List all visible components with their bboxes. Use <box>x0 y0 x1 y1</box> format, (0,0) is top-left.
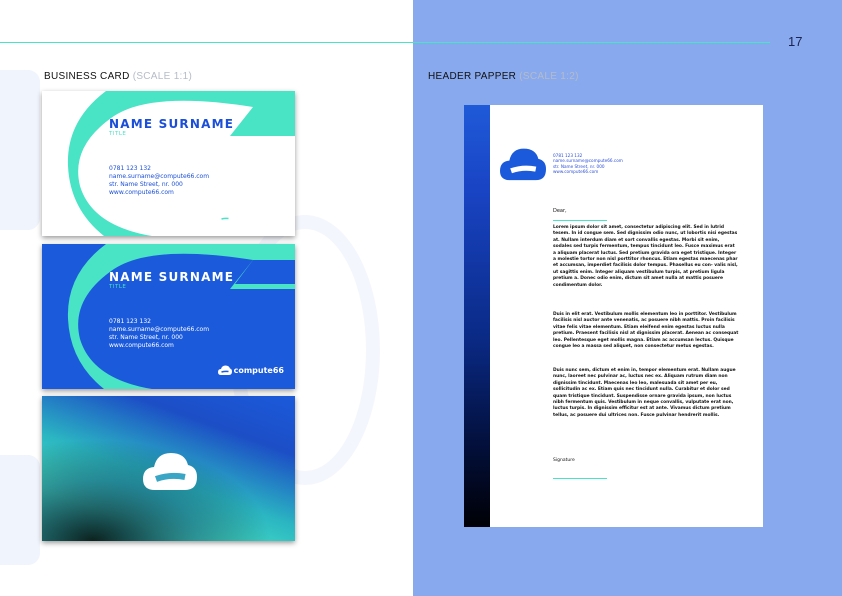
card-email: name.surname@compute66.com <box>109 326 210 333</box>
card-title: TITLE <box>109 284 127 290</box>
letterhead-contact <box>553 153 623 175</box>
greeting-underline <box>553 220 607 221</box>
card-title: TITLE <box>109 131 127 137</box>
card-address: str. Name Street, nr. 000 <box>109 334 183 341</box>
background-shape <box>0 455 40 565</box>
card-phone: 0781 123 132 <box>109 318 151 325</box>
cloud-logo-icon <box>218 365 232 375</box>
business-card-scale: (SCALE 1:1) <box>132 71 193 82</box>
business-card-heading <box>44 71 192 82</box>
letterhead-signature: Signature <box>553 458 575 463</box>
page-number: 17 <box>788 34 803 49</box>
header-rule <box>0 42 770 43</box>
letterhead-greeting: Dear, <box>553 208 567 214</box>
letterhead-phone: 0781 123 132 <box>553 153 583 158</box>
card-contact <box>109 165 209 197</box>
business-card-title: BUSINESS CARD <box>44 71 130 82</box>
letterhead-title: HEADER PAPPER <box>428 71 517 82</box>
letterhead-paragraph: Duis in elit erat. Vestibulum mollis elementum leo in porttitor. Vestibulum facilisis nisl auctor ante venenatis, ac posuere nibh mattis. Proin facilisis vitae felis vitae elementum. Etiam eleifend enim egestas luctus nulla pretium. Praesent facilisis nisl at dignissim placerat. Aenean ac consequat leo. Pellentesque eget mollis magna. Etiam ac accumsan lectus. Quisque congue leo a massa sed aliquet, non consectetur metus egestas. <box>553 312 739 350</box>
card-email: name.surname@compute66.com <box>109 173 210 180</box>
cloud-logo-icon <box>500 146 546 182</box>
card-address: str. Name Street, nr. 000 <box>109 181 183 188</box>
letterhead-page <box>464 105 763 527</box>
card-name: NAME SURNAME <box>109 117 235 131</box>
letterhead-website: www.compute66.com <box>553 169 599 175</box>
card-brand-logo <box>218 365 284 375</box>
letterhead-scale: (SCALE 1:2) <box>519 71 579 82</box>
cloud-logo-icon <box>218 212 232 222</box>
background-shape <box>0 70 40 230</box>
card-website: www.compute66.com <box>109 189 174 196</box>
card-name: NAME SURNAME <box>109 270 235 284</box>
signature-line <box>553 478 607 479</box>
business-card-back <box>42 396 295 541</box>
business-card-white <box>42 91 295 236</box>
letterhead-paragraph: Lorem ipsum dolor sit amet, consectetur adipiscing elit. Sed in lutrid tesem. In id congue sem. Sed dignissim odio nunc, ut lobortis nisi egestas at. Nullam interdum diam et sort convallis egestas. Morbi sit enim, sodales sed turpis fermentum, tempus tincidunt leo. Fusce maximus erat a aliquam placerat luctus. Sed pretium gravida ora eget tristique. Integer a molestie tortor non nisl porttitor rhoncus. Etiam egestas maecenas phar et accumsan, imperdiet facilisis dolor tempus. Phasellus eu con- valis nisl, ut sagittis enim. Integer aliquam vestibulum turpis, at pretium ligula pretium a. Donec odio enim, dictum sit amet nulla at mattis posuere condimentum dolor. <box>553 225 738 288</box>
card-brand-name: compute66 <box>233 365 284 375</box>
card-phone: 0781 123 132 <box>109 165 151 172</box>
letterhead-heading <box>428 71 579 82</box>
card-website: www.compute66.com <box>109 342 174 349</box>
letterhead-gradient-bar <box>464 105 490 527</box>
letterhead-email: name.surname@compute66.com <box>553 158 623 164</box>
cloud-logo-icon <box>143 452 197 490</box>
business-card-blue <box>42 244 295 389</box>
card-brand-name: compute66 <box>233 212 284 222</box>
card-brand-logo <box>218 212 284 222</box>
letterhead-paragraph: Duis nunc sem, dictum et enim in, tempor elementum erat. Nullam augue nunc, laoreet nec pulvinar ac, luctus nec ex. Aliquam rutrum diam non dignissim tincidunt. Maecenas leo leo, malesuada sit amet per eu, sollicitudin ac ex. Etiam quis nec tincidunt nulla. Curabitur et dolor sed quam tristique tincidunt. Suspendisse ornare gravida ipsum, non luctus nibh fermentum quis. Vestibulum in neque convallis, vulputate erat non, luctus turpis. In dignissim efficitur est at ante. Vivamus dictum pretium tellus, ac posuere dui ultrices non. Fusce pulvinar hendrerit mollis. <box>553 368 736 418</box>
card-contact <box>109 318 209 350</box>
letterhead-address: str. Name Street, nr. 000 <box>553 163 605 169</box>
